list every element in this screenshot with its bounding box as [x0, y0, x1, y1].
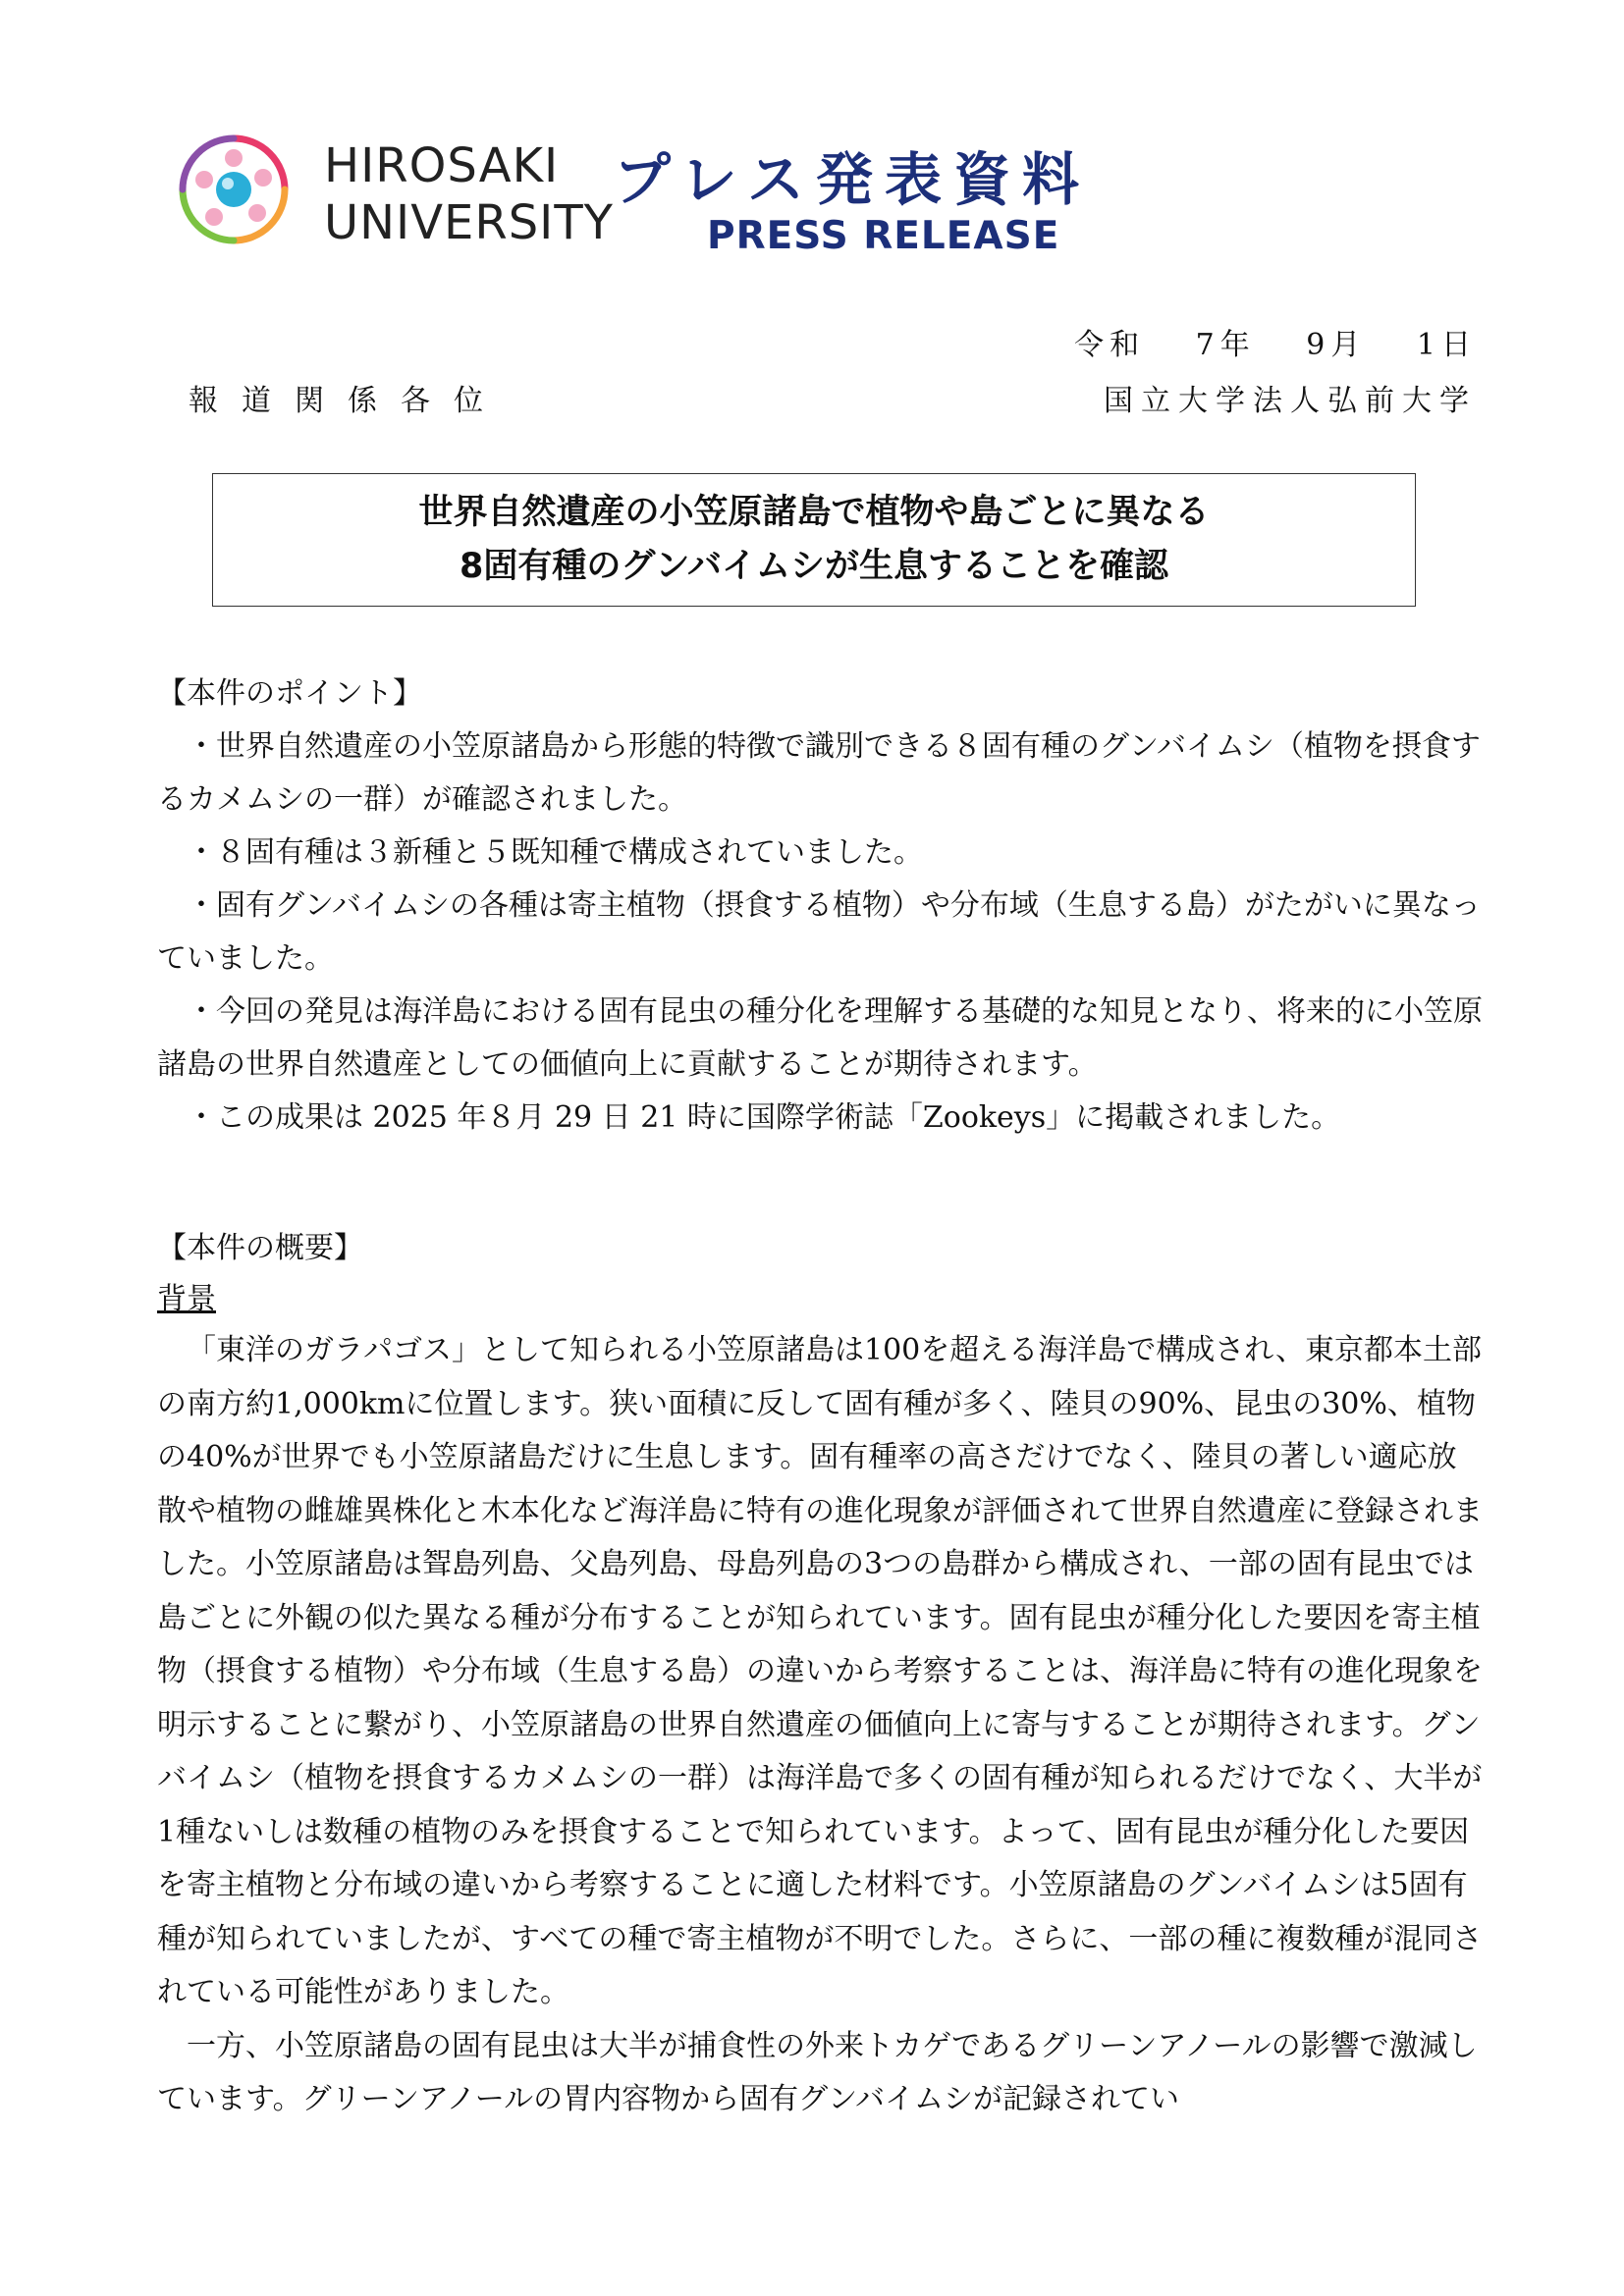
- release-date: 令和 7年 9月 1日: [1074, 328, 1477, 362]
- title-line-1: 世界自然遺産の小笠原諸島で植物や島ごとに異なる: [418, 493, 1210, 532]
- overview-section: [157, 1222, 1483, 2127]
- background-paragraph: 一方、小笠原諸島の固有昆虫は大半が捕食性の外来トカゲであるグリーンアノールの影響で激減しています。グリーンアノールの胃内容物から固有グンバイムシが記録されてい: [157, 2028, 1478, 2116]
- point-item: ・今回の発見は海洋島における固有昆虫の種分化を理解する基礎的な知見となり、将来的に小笠原諸島の世界自然遺産としての価値向上に貢献することが期待されます。: [157, 994, 1483, 1082]
- addressee: 報道関係各位: [189, 384, 507, 418]
- press-release-title-en: PRESS RELEASE: [707, 214, 1060, 258]
- overview-heading: 【本件の概要】: [157, 1231, 363, 1265]
- title-box: [212, 473, 1416, 607]
- point-item: ・この成果は 2025 年８月 29 日 21 時に国際学術誌「Zookeys」に掲載されました。: [187, 1100, 1341, 1135]
- point-item: ・世界自然遺産の小笠原諸島から形態的特徴で識別できる８固有種のグンバイムシ（植物を摂食するカメムシの一群）が確認されました。: [157, 729, 1481, 817]
- points-heading: 【本件のポイント】: [157, 676, 422, 711]
- university-name-line2: UNIVERSITY: [324, 195, 614, 250]
- university-name-line1: HIROSAKI: [324, 138, 560, 193]
- background-subheading: 背景: [157, 1282, 216, 1316]
- university-name: [324, 137, 614, 251]
- press-release-title-jp: プレス発表資料: [614, 146, 1091, 213]
- issuer: 国立大学法人弘前大学: [1104, 384, 1477, 418]
- university-logo: [175, 131, 293, 248]
- background-paragraph: 「東洋のガラパゴス」として知られる小笠原諸島は100を超える海洋島で構成され、東京都本土部の南方約1,000kmに位置します。狭い面積に反して固有種が多く、陸貝の90%、昆虫の30%、植物の40%が世界でも小笠原諸島だけに生息します。固有種率の高さだけでなく、陸貝の著しい適応放散や植物の雌雄異株化と木本化など海洋島に特有の進化現象が評価されて世界自然遺産に登録されました。小笠原諸島は聟島列島、父島列島、母島列島の3つの島群から構成され、一部の固有昆虫では島ごとに外観の似た異なる種が分布することが知られています。固有昆虫が種分化した要因を寄主植物（摂食する植物）や分布域（生息する島）の違いから考察することは、海洋島に特有の進化現象を明示することに繋がり、小笠原諸島の世界自然遺産の価値向上に寄与することが期待されます。グンバイムシ（植物を摂食するカメムシの一群）は海洋島で多くの固有種が知られるだけでなく、大半が1種ないしは数種の植物のみを摂食することで知られています。よって、固有昆虫が種分化した要因を寄主植物と分布域の違いから考察することに適した材料です。小笠原諸島のグンバイムシは5固有種が知られていましたが、すべての種で寄主植物が不明でした。さらに、一部の種に複数種が混同されている可能性がありました。: [157, 1333, 1483, 2009]
- point-item: ・固有グンバイムシの各種は寄主植物（摂食する植物）や分布域（生息する島）がたがいに異なっていました。: [157, 888, 1481, 976]
- points-section: [157, 667, 1483, 1145]
- title-line-2: 8固有種のグンバイムシが生息することを確認: [460, 547, 1168, 586]
- point-item: ・８固有種は３新種と５既知種で構成されていました。: [187, 835, 923, 870]
